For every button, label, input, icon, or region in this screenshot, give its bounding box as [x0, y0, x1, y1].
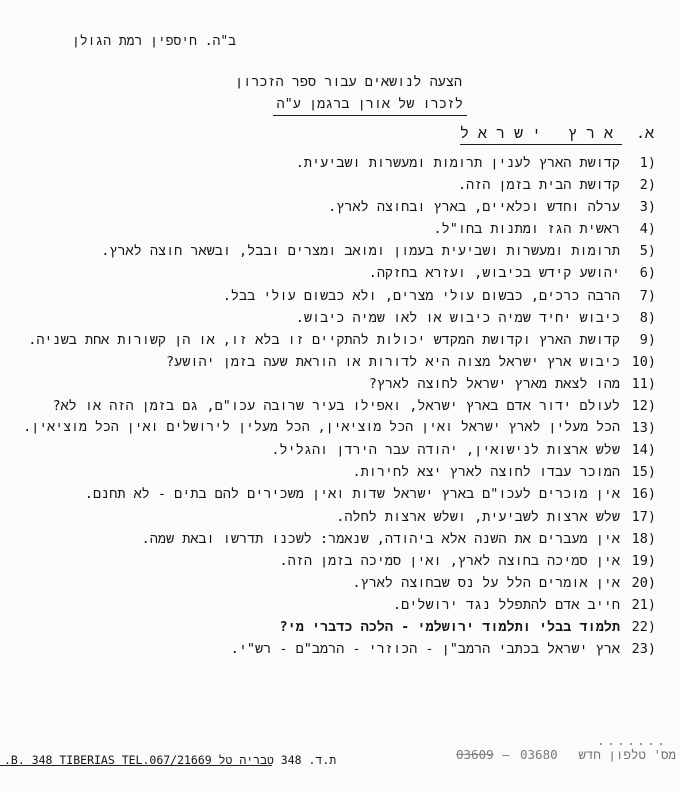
topic-text: חייב אדם להתפלל נגד ירושלים. — [393, 596, 620, 613]
topic-number: 6) — [639, 265, 656, 282]
topic-number: 22) — [631, 618, 656, 635]
topic-text: ארץ ישראל בכתבי הרמב"ן - הכוזרי - הרמב"ם - רש"י. — [230, 641, 620, 658]
topic-item — [16, 174, 656, 196]
topic-number: 12) — [631, 398, 656, 415]
topic-item — [16, 152, 656, 174]
topic-number: 17) — [631, 508, 656, 525]
topic-number: 21) — [631, 596, 656, 613]
letterhead-bh-line: ב"ה. חיספין רמת הגולן — [72, 34, 236, 49]
topic-number: 23) — [631, 641, 656, 658]
topic-text: קדושת הארץ וקדושת המקדש יכולות להתקיים זו בלא זו, או הן קשורות אחת בשניה. — [28, 331, 620, 348]
topic-number: 13) — [631, 420, 656, 437]
topic-text: אין אומרים הלל על נס שבחוצה לארץ. — [352, 574, 620, 591]
topic-text: קדושת הבית בזמן הזה. — [457, 177, 620, 194]
topic-text: כיבוש ארץ ישראל מצוה היא לדורות או הוראת שעה בזמן יהושע? — [166, 353, 620, 370]
topic-item — [16, 417, 656, 439]
topic-text: כיבוש יחיד שמיה כיבוש או לאו שמיה כיבוש. — [295, 309, 620, 326]
topic-number: 3) — [639, 199, 656, 216]
topic-number: 7) — [639, 287, 656, 304]
topic-text: הכל מעלין לארץ ישראל ואין הכל מוציאין, הכל מעלין לירושלים ואין הכל מוציאין. — [23, 420, 620, 436]
topic-number: 11) — [631, 375, 656, 392]
topic-item — [16, 240, 656, 262]
topic-text: תרומות ומעשרות ושביעית בעמון ומואב ומצרים ובבל, ובשאר חוצה לארץ. — [101, 243, 620, 260]
topic-number: 4) — [639, 221, 656, 238]
topic-text: הרבה כרכים, כבשום עולי מצרים, ולא כבשום עולי בבל. — [222, 287, 620, 304]
topic-item — [16, 528, 656, 550]
topic-item — [16, 506, 656, 528]
footer-phone-dash: — — [502, 747, 510, 762]
topic-item — [16, 373, 656, 395]
topic-number: 1) — [639, 155, 656, 171]
topic-number: 5) — [639, 243, 656, 260]
topic-text: לעולם ידור אדם בארץ ישראל, ואפילו בעיר שרובה עכו"ם, גם בזמן הזה או לא? — [52, 398, 620, 415]
topic-item — [16, 218, 656, 240]
topic-text: אין מעברים את השנה אלא ביהודה, שנאמר: לשכנו תדרשו ובאת שמה. — [141, 530, 620, 547]
topic-number: 16) — [631, 486, 656, 503]
topic-list — [16, 152, 656, 660]
topic-number: 9) — [639, 331, 656, 348]
topic-text: שלש ארצות לשביעית, ושלש ארצות לחלה. — [336, 508, 620, 525]
topic-text: אין סמיכה בחוצה לארץ, ואין סמיכה בזמן הזה. — [279, 552, 620, 569]
topic-number: 18) — [631, 530, 656, 547]
topic-number: 19) — [631, 552, 656, 569]
topic-text: ערלה וחדש וכלאיים, בארץ ובחוצה לארץ. — [328, 199, 620, 216]
topic-item — [16, 395, 656, 417]
topic-item — [16, 329, 656, 351]
footer-phone-label: מס' טלפון חדש — [578, 747, 676, 762]
topic-item — [16, 616, 656, 638]
topic-text: ראשית הגז ומתנות בחו"ל. — [433, 221, 620, 238]
topic-number: 10) — [631, 353, 656, 370]
topic-item — [16, 550, 656, 572]
topic-text: קדושת הארץ לענין תרומות ומעשרות ושביעית. — [295, 155, 620, 171]
topic-item — [16, 196, 656, 218]
topic-text: יהושע קידש בכיבוש, ועזרא בחזקה. — [368, 265, 620, 282]
footer-address: .B. 348 TIBERIAS TEL.067/21669 ת.ד. 348 טבריה טל — [4, 753, 337, 767]
topic-number: 2) — [639, 177, 656, 194]
section-letter: א. — [635, 124, 654, 142]
topic-item — [16, 262, 656, 284]
topic-text: המוכר עבדו לחוצה לארץ יצא לחירות. — [352, 464, 620, 481]
footer-old-phone: 03609 — [456, 747, 494, 762]
topic-item — [16, 594, 656, 616]
footer-rule — [0, 765, 272, 766]
topic-text: תלמוד בבלי ותלמוד ירושלמי - הלכה כדברי מי? — [279, 618, 620, 635]
topic-item — [16, 461, 656, 483]
topic-item — [16, 285, 656, 307]
topic-text: מהו לצאת מארץ ישראל לחוצה לארץ? — [368, 375, 620, 392]
topic-number: 8) — [639, 309, 656, 326]
topic-item — [16, 483, 656, 505]
topic-item — [16, 307, 656, 329]
section-title: ארץ ישראל — [460, 124, 622, 145]
footer-dots — [600, 730, 670, 734]
topic-item — [16, 351, 656, 373]
topic-item — [16, 572, 656, 594]
topic-item — [16, 638, 656, 660]
topic-number: 14) — [631, 442, 656, 459]
topic-text: שלש ארצות לנישואין, יהודה עבר הירדן והגליל. — [271, 442, 620, 459]
topic-text: אין מוכרים לעכו"ם בארץ ישראל שדות ואין משכירים להם בתים - לא תחנם. — [84, 486, 620, 503]
memorial-line: לזכרו של אורן ברגמן ע"ה — [273, 96, 467, 116]
topic-number: 20) — [631, 574, 656, 591]
topic-item — [16, 439, 656, 461]
proposal-title: הצעה לנושאים עבור ספר הזכרון — [235, 74, 462, 90]
footer-new-phone: 03680 — [520, 747, 558, 762]
topic-number: 15) — [631, 464, 656, 481]
